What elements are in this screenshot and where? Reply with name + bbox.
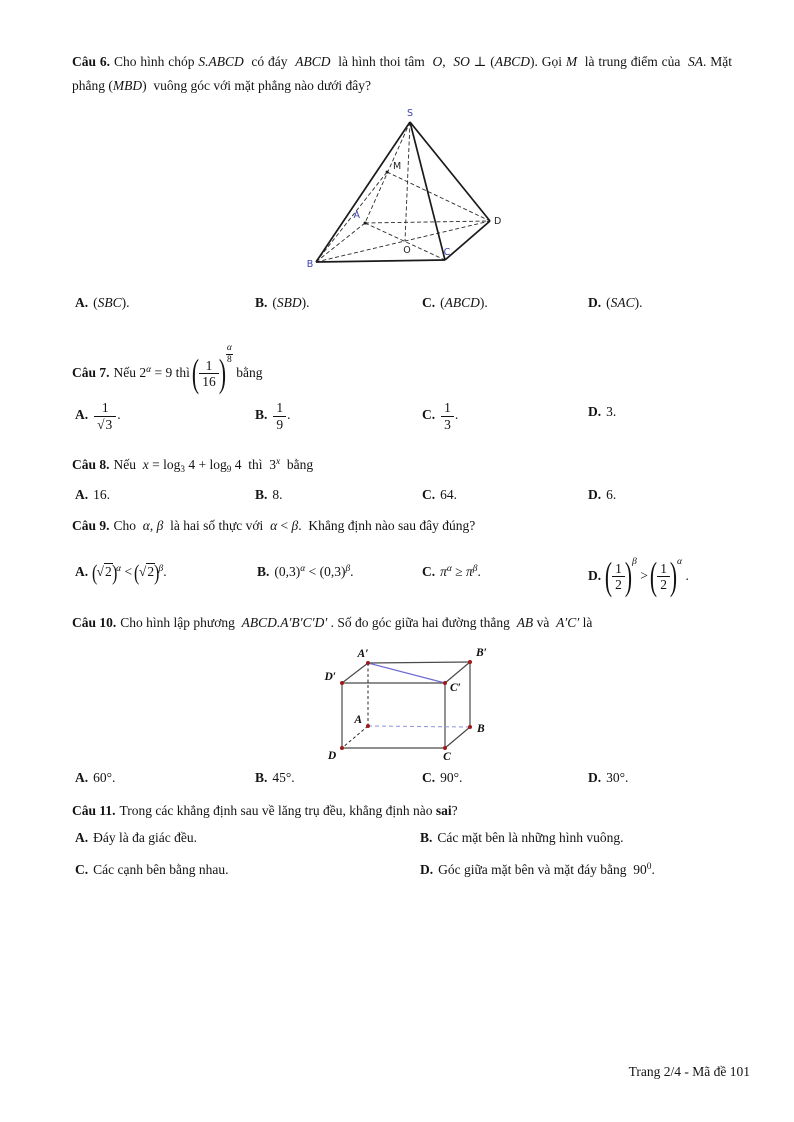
answer-11B-text: Các mặt bên là những hình vuông. — [437, 830, 624, 845]
question-8-text: Nếu $x = \log_3 4 + \log_9 4$ thì 3$^x$ bằng — [113, 457, 314, 474]
edge-AD — [365, 221, 490, 223]
answer-8C-text: 64. — [440, 487, 457, 502]
vertex-label-D: D — [327, 750, 337, 762]
point-D — [340, 746, 344, 750]
edge-DpAp — [342, 663, 368, 683]
answer-8A-label: A. — [75, 487, 89, 502]
answer-6C-text: (ABCD). — [440, 295, 488, 310]
question-10-text: Cho hình lập phương ABCD.A′B′C′D′ . Số đo góc giữa hai đường thẳng AB và A′C′ là — [120, 615, 593, 630]
question-7-text: Nếu $2^\alpha = 9$ thì ( $\frac{1}{16}$ ) $\frac{\alpha}{8}$ bằng — [113, 343, 263, 396]
segment-BM — [316, 172, 387, 262]
vertex-label-Cp: C′ — [450, 682, 461, 694]
answer-7B — [255, 400, 291, 432]
answer-8C-label: C. — [422, 487, 436, 502]
point-Bp — [468, 660, 472, 664]
answer-7C — [422, 400, 458, 432]
answer-9B-text: $(0,3)^\alpha < (0,3)^\beta$. — [274, 564, 354, 579]
answer-9A-label: A. — [75, 564, 89, 579]
diagonal-ApCp — [368, 663, 445, 683]
answer-9B — [257, 560, 354, 584]
answer-8D-label: D. — [588, 487, 602, 502]
answer-7C-label: C. — [422, 407, 436, 423]
answer-7D — [588, 400, 616, 424]
answer-9A — [75, 560, 167, 584]
point-M — [386, 171, 389, 174]
answer-9D — [588, 555, 689, 598]
question-9-answers — [0, 555, 794, 598]
answer-9C-text: $\pi^\alpha \ge \pi^\beta$. — [440, 564, 481, 579]
vertex-label-M: M — [393, 161, 402, 172]
vertex-label-C: C — [443, 247, 451, 258]
segment-SO — [405, 122, 410, 241]
edge-CB — [445, 727, 470, 748]
answer-11C — [75, 858, 228, 882]
page-footer: Trang 2/4 - Mã đề 101 — [628, 1064, 750, 1079]
answer-6D — [588, 291, 643, 315]
answer-10D-label: D. — [588, 770, 602, 785]
edge-SB — [316, 122, 410, 262]
question-10-label: Câu 10. — [72, 615, 117, 630]
answer-11D-label: D. — [420, 862, 434, 877]
answer-6C — [422, 291, 488, 315]
question-7-label: Câu 7. — [72, 364, 110, 380]
answer-7A-text: $\frac{1}{√3}$ . — [93, 407, 121, 422]
vertex-label-Dp: D′ — [324, 671, 336, 683]
question-9-text: Cho α, β là hai số thực với α < β. Khẳng định nào sau đây đúng? — [113, 518, 476, 533]
answer-9B-label: B. — [257, 564, 270, 579]
question-11-answers-row2 — [0, 858, 794, 882]
point-B — [468, 725, 472, 729]
answer-10B-label: B. — [255, 770, 268, 785]
answer-7A-label: A. — [75, 407, 89, 423]
vertex-label-S: S — [406, 108, 414, 119]
answer-8B-label: B. — [255, 487, 268, 502]
question-7-answers — [0, 400, 794, 432]
answer-11B-label: B. — [420, 830, 433, 845]
vertex-label-D: D — [494, 216, 502, 227]
answer-8C — [422, 483, 457, 507]
edge-AB — [368, 726, 470, 727]
point-Dp — [340, 681, 344, 685]
edge-BC — [316, 260, 445, 262]
answer-6D-text: (SAC). — [606, 295, 643, 310]
question-6-label: Câu 6. — [72, 54, 110, 69]
question-8-answers — [0, 483, 794, 507]
answer-9D-label: D. — [588, 567, 602, 583]
question-10-stem — [72, 611, 732, 635]
answer-7D-text: 3. — [606, 404, 617, 419]
question-11-answers-row1 — [0, 826, 794, 850]
vertex-label-C: C — [443, 751, 451, 763]
point-C — [443, 746, 447, 750]
answer-10C-text: 90°. — [440, 770, 463, 785]
vertex-label-B: B — [477, 723, 485, 735]
cube-figure — [316, 644, 516, 770]
question-9-stem — [72, 514, 732, 538]
answer-10D-text: 30°. — [606, 770, 629, 785]
vertex-label-B: B — [306, 259, 314, 270]
vertex-label-O: O — [403, 245, 411, 256]
answer-11C-text: Các cạnh bên bằng nhau. — [93, 862, 229, 877]
answer-6A — [75, 291, 130, 315]
edge-BpCp — [445, 662, 470, 683]
answer-11A-label: A. — [75, 830, 89, 845]
vertex-label-A: A — [353, 210, 360, 221]
answer-8D-text: 6. — [606, 487, 617, 502]
answer-10C-label: C. — [422, 770, 436, 785]
answer-6B-text: (SBD). — [272, 295, 310, 310]
answer-11A-text: Đáy là đa giác đều. — [93, 830, 197, 845]
answer-11A — [75, 826, 197, 850]
answer-10C — [422, 766, 462, 790]
answer-7A — [75, 400, 121, 432]
answer-10B — [255, 766, 295, 790]
answer-7B-label: B. — [255, 407, 268, 423]
answer-6D-label: D. — [588, 295, 602, 310]
answer-11B — [420, 826, 624, 850]
answer-9C — [422, 560, 481, 584]
answer-8D — [588, 483, 616, 507]
answer-6C-label: C. — [422, 295, 436, 310]
answer-9D-text: ( $\frac{1}{2}$ )$^\beta$ > ( $\frac{1}{2}$ )$^\alpha$ . — [605, 555, 689, 598]
answer-6B-label: B. — [255, 295, 268, 310]
answer-7C-text: $\frac{1}{3}$ . — [440, 407, 458, 422]
answer-8B-text: 8. — [272, 487, 283, 502]
question-8-stem — [72, 453, 732, 477]
question-6-stem — [72, 50, 732, 98]
vertex-label-A: A — [354, 714, 362, 726]
answer-8A-text: 16. — [93, 487, 110, 502]
question-6-answers — [0, 291, 794, 315]
vertex-label-Ap: A′ — [357, 648, 369, 660]
answer-11C-label: C. — [75, 862, 89, 877]
answer-6A-text: (SBC). — [93, 295, 130, 310]
answer-6A-label: A. — [75, 295, 89, 310]
question-11-text: Trong các khẳng định sau về lăng trụ đều, khẳng định nào sai? — [119, 803, 458, 818]
vertex-label-Bp: B′ — [476, 647, 487, 659]
answer-10D — [588, 766, 628, 790]
question-6-text: Cho hình chóp S.ABCD có đáy ABCD là hình thoi tâm O, SO ⊥ (ABCD). Gọi M là trung điểm của SA. Mặt phẳng (MBD) vuông góc với mặt phẳng nào dưới đây? — [72, 54, 733, 93]
question-9-label: Câu 9. — [72, 518, 110, 533]
edge-CD — [445, 221, 490, 260]
answer-8A — [75, 483, 110, 507]
question-8-label: Câu 8. — [72, 457, 110, 472]
answer-10B-text: 45°. — [272, 770, 295, 785]
point-A — [364, 222, 367, 225]
edge-AB — [316, 223, 365, 262]
segment-MD — [387, 172, 490, 221]
question-10-answers — [0, 766, 794, 790]
answer-9C-label: C. — [422, 564, 436, 579]
answer-8B — [255, 483, 283, 507]
question-7-stem — [72, 343, 732, 396]
answer-7B-text: $\frac{1}{9}$ . — [272, 407, 290, 422]
edge-ApBp — [368, 662, 470, 663]
point-Ap — [366, 661, 370, 665]
answer-10A — [75, 766, 115, 790]
answer-10A-label: A. — [75, 770, 89, 785]
answer-10A-text: 60°. — [93, 770, 116, 785]
answer-9A-text: $(√2)^\alpha < (√2)^\beta$. — [92, 559, 167, 585]
question-11-label: Câu 11. — [72, 803, 116, 818]
answer-6B — [255, 291, 310, 315]
point-Cp — [443, 681, 447, 685]
point-A — [366, 724, 370, 728]
answer-11D-text: Góc giữa mặt bên và mặt đáy bằng $90^0$. — [438, 862, 655, 877]
answer-11D — [420, 858, 655, 882]
answer-7D-label: D. — [588, 404, 602, 419]
edge-AD — [342, 726, 368, 748]
question-11-stem — [72, 799, 732, 823]
pyramid-figure — [303, 106, 508, 278]
